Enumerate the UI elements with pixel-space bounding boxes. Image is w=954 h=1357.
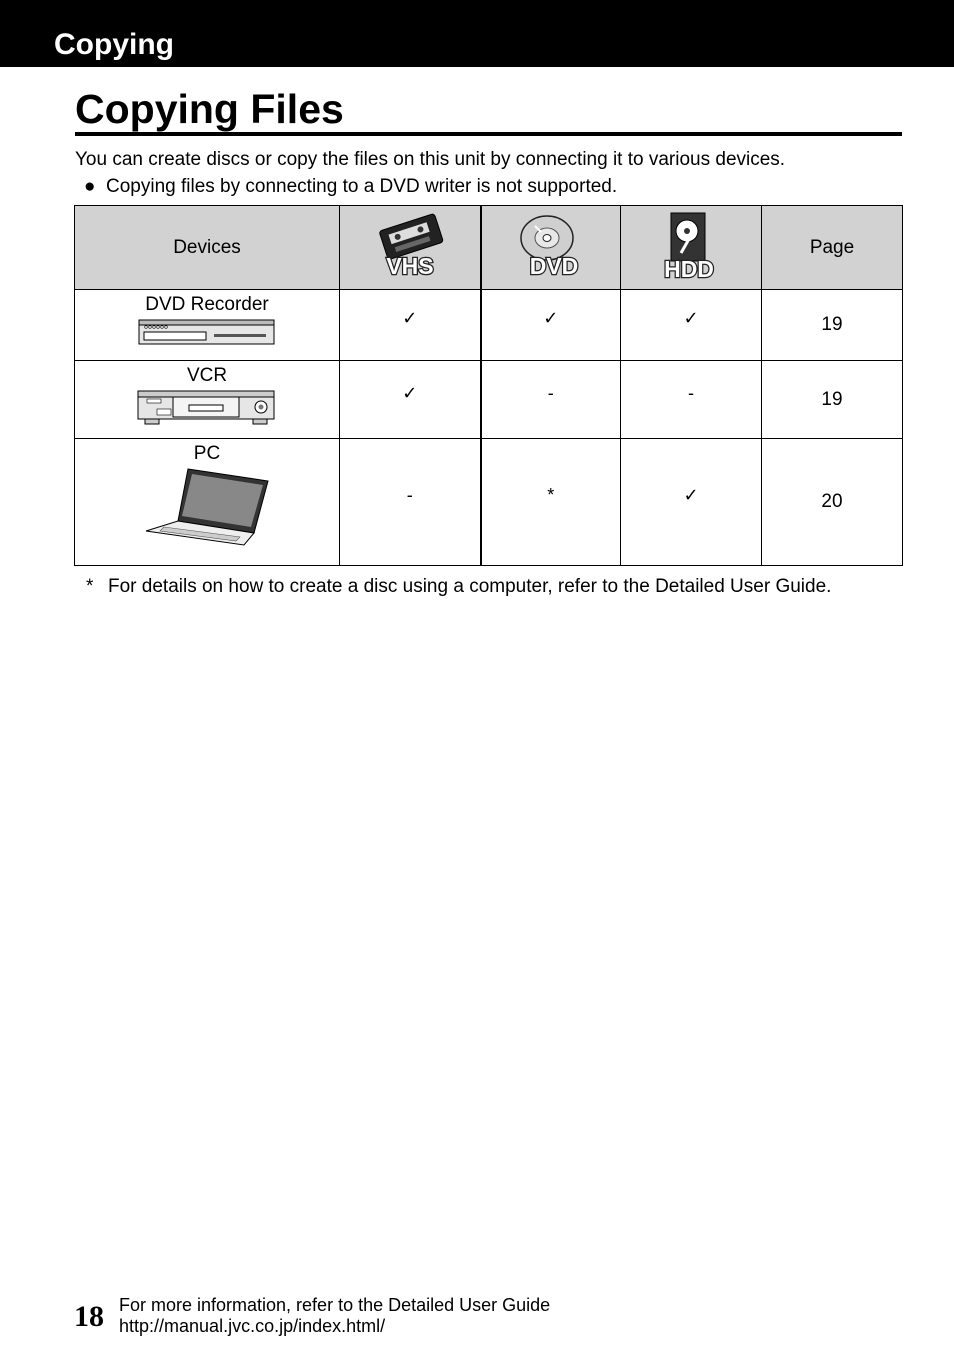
page-cell: 19 [762, 361, 903, 439]
header-vhs [340, 206, 481, 290]
page-cell: 20 [762, 439, 903, 566]
table-row [75, 290, 903, 361]
page-title: Copying Files [75, 86, 344, 132]
header-page: Page [762, 206, 903, 290]
header-dvd [481, 206, 621, 290]
vhs-cassette-icon [370, 212, 450, 278]
laptop-icon [144, 465, 270, 549]
dvd-disc-icon [511, 212, 591, 278]
vhs-cell [340, 290, 481, 361]
note-bullet-text: Copying files by connecting to a DVD writer is not supported. [106, 176, 618, 197]
device-cell [75, 290, 340, 361]
header-hdd [621, 206, 762, 290]
support-mark: ✓ [402, 382, 418, 403]
dvd-label: DVD [529, 252, 579, 278]
footnote-symbol: * [86, 576, 94, 597]
dvd-cell [481, 439, 621, 566]
vhs-cell [340, 361, 481, 439]
device-cell [75, 439, 340, 566]
table-row [75, 361, 903, 439]
device-name: DVD Recorder [145, 294, 269, 315]
support-mark: ✓ [683, 485, 699, 505]
page-number: 18 [74, 1300, 104, 1333]
footnote-text: For details on how to create a disc using a computer, refer to the Detailed User Guide. [108, 576, 832, 597]
section-title: Copying [54, 28, 174, 61]
support-mark: ✓ [683, 308, 699, 328]
footer-line-1: For more information, refer to the Detailed User Guide [119, 1295, 551, 1315]
dvd-cell [481, 361, 621, 439]
header-devices: Devices [75, 206, 340, 290]
support-mark: ✓ [543, 308, 559, 328]
bullet-icon: ● [84, 176, 96, 197]
intro-text: You can create discs or copy the files on this unit by connecting it to various devices. [75, 149, 786, 170]
vcr-icon [137, 387, 277, 427]
device-name: PC [193, 443, 221, 464]
device-compatibility-table [74, 205, 903, 566]
device-name: VCR [186, 365, 228, 386]
support-mark: - [406, 485, 413, 505]
vhs-cell [340, 439, 481, 566]
support-mark: - [688, 382, 694, 403]
hdd-cell [621, 290, 762, 361]
vhs-label: VHS [386, 252, 434, 278]
section-header-bar [0, 0, 954, 67]
hdd-cell [621, 439, 762, 566]
support-mark: - [547, 382, 554, 403]
footer-url: http://manual.jvc.co.jp/index.html/ [119, 1316, 386, 1336]
page-cell: 19 [762, 290, 903, 361]
table-header-row [75, 206, 903, 290]
device-cell [75, 361, 340, 439]
footer-info [119, 1295, 550, 1337]
footnote [86, 574, 876, 599]
title-divider [75, 132, 902, 136]
dvd-cell [481, 290, 621, 361]
support-mark: ✓ [402, 308, 418, 328]
table-row [75, 439, 903, 566]
hdd-label: HDD [664, 255, 714, 281]
support-mark: * [547, 485, 555, 505]
hard-disk-icon [651, 209, 731, 281]
note-bullet [84, 175, 617, 199]
hdd-cell [621, 361, 762, 439]
dvd-recorder-icon [138, 316, 276, 348]
